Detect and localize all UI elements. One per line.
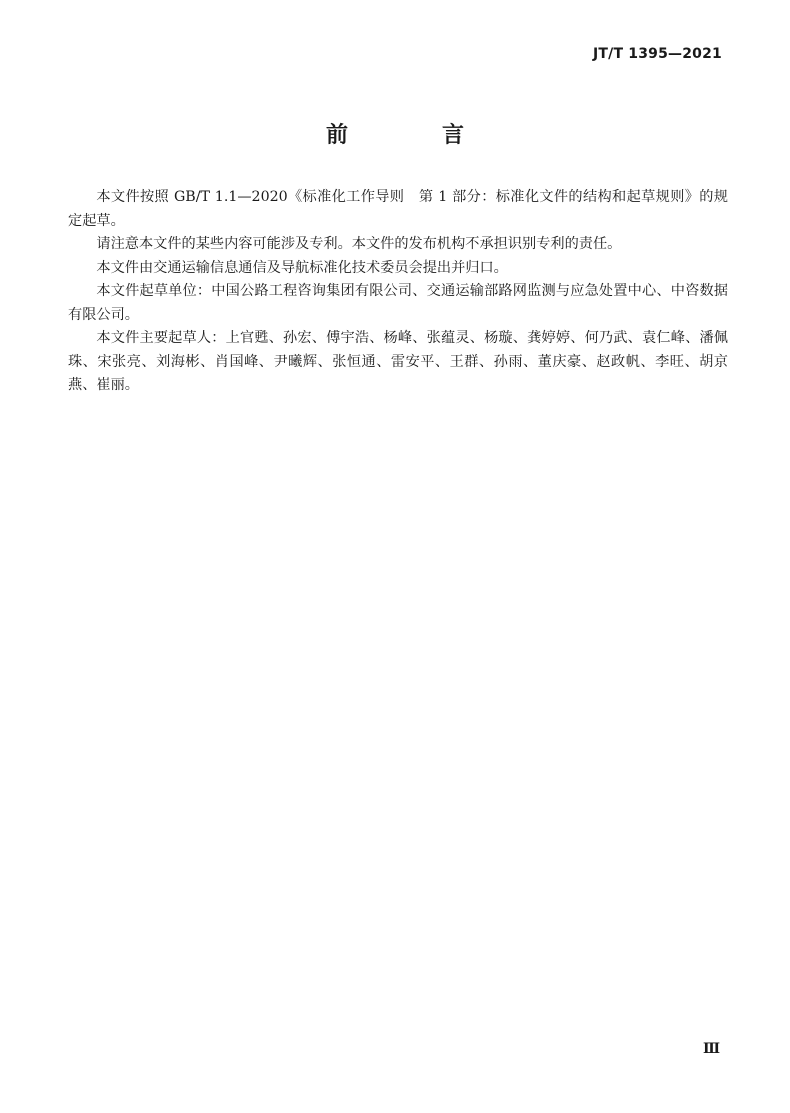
standard-code: JT/T 1395—2021: [592, 46, 722, 62]
paragraph-drafters: 本文件主要起草人：上官甦、孙宏、傅宇浩、杨峰、张蕴灵、杨璇、龚婷婷、何乃武、袁仁峰、潘佩珠、宋张亮、刘海彬、肖国峰、尹曦辉、张恒通、雷安平、王群、孙雨、董庆豪、赵政帆、李旺、胡京燕、崔丽。: [68, 330, 728, 393]
paragraph-drafting-rules: 本文件按照 GB/T 1.1—2020《标准化工作导则 第 1 部分：标准化文件的结构和起草规则》的规定起草。: [68, 189, 728, 229]
paragraph-drafting-units: 本文件起草单位：中国公路工程咨询集团有限公司、交通运输部路网监测与应急处置中心、中咨数据有限公司。: [68, 283, 728, 323]
page-number: Ⅲ: [702, 1041, 720, 1057]
paragraph-patent-notice: 请注意本文件的某些内容可能涉及专利。本文件的发布机构不承担识别专利的责任。: [96, 236, 622, 252]
page-title: 前 言: [325, 123, 500, 148]
foreword-body: [68, 186, 728, 398]
paragraph-proposer: 本文件由交通运输信息通信及导航标准化技术委员会提出并归口。: [96, 259, 508, 276]
